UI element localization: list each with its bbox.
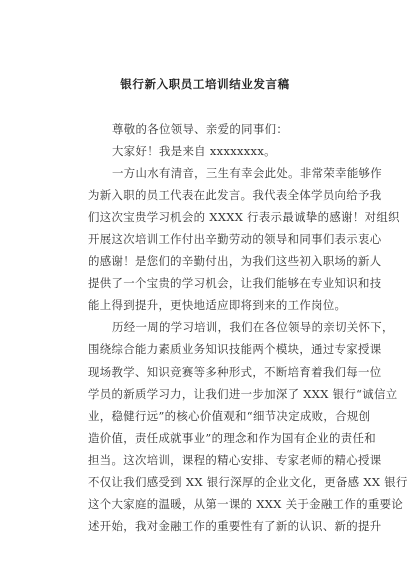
document-body — [88, 118, 408, 537]
body-line: 能上得到提升，更快地适应即将到来的工作岗位。 — [88, 298, 347, 313]
body-line: 尊敬的各位领导、亲爱的同事们： — [112, 122, 289, 136]
body-line: 们这次宝贵学习机会的 XXXX 行表示最诚挚的感谢！对组织 — [88, 210, 400, 225]
body-line: 大家好！我是来自 xxxxxxxx。 — [112, 144, 276, 159]
body-line: 围绕综合能力素质业务知识技能两个模块，通过专家授课 — [88, 342, 382, 357]
body-line: 担当。这次培训，课程的精心安排、专家老师的精心授课 — [88, 452, 382, 467]
document-title: 银行新入职员工培训结业发言稿 — [120, 77, 290, 91]
body-line: 为新入职的员工代表在此发言。我代表全体学员向给予我 — [88, 188, 382, 203]
body-line: 一方山水有清音，三生有幸会此处。非常荣幸能够作 — [112, 166, 383, 181]
body-line: 业，稳健行远”的核心价值观和“细节决定成败，合规创 — [88, 408, 371, 423]
body-line: 的感谢！是您们的辛勤付出，为我们这些初入职场的新人 — [88, 254, 382, 269]
body-line: 这个大家庭的温暖，从第一课的 XXX 关于金融工作的重要论 — [88, 496, 404, 511]
body-line: 学员的新质学习力，让我们进一步加深了 XXX 银行“诚信立 — [88, 386, 398, 401]
body-line: 述开始，我对金融工作的重要性有了新的认识、新的提升 — [88, 518, 382, 533]
body-line: 现场教学、知识竞赛等多种形式，不断培育着我们每一位 — [88, 364, 382, 379]
body-line: 造价值，责任成就事业”的理念和作为国有企业的责任和 — [88, 430, 376, 445]
body-line: 不仅让我们感受到 XX 银行深厚的企业文化，更备感 XX 银行 — [88, 474, 408, 489]
body-line: 开展这次培训工作付出辛勤劳动的领导和同事们表示衷心 — [88, 232, 382, 247]
body-line: 历经一周的学习培训，我们在各位领导的亲切关怀下， — [112, 320, 394, 335]
body-line: 提供了一个宝贵的学习机会，让我们能够在专业知识和技 — [88, 276, 382, 291]
